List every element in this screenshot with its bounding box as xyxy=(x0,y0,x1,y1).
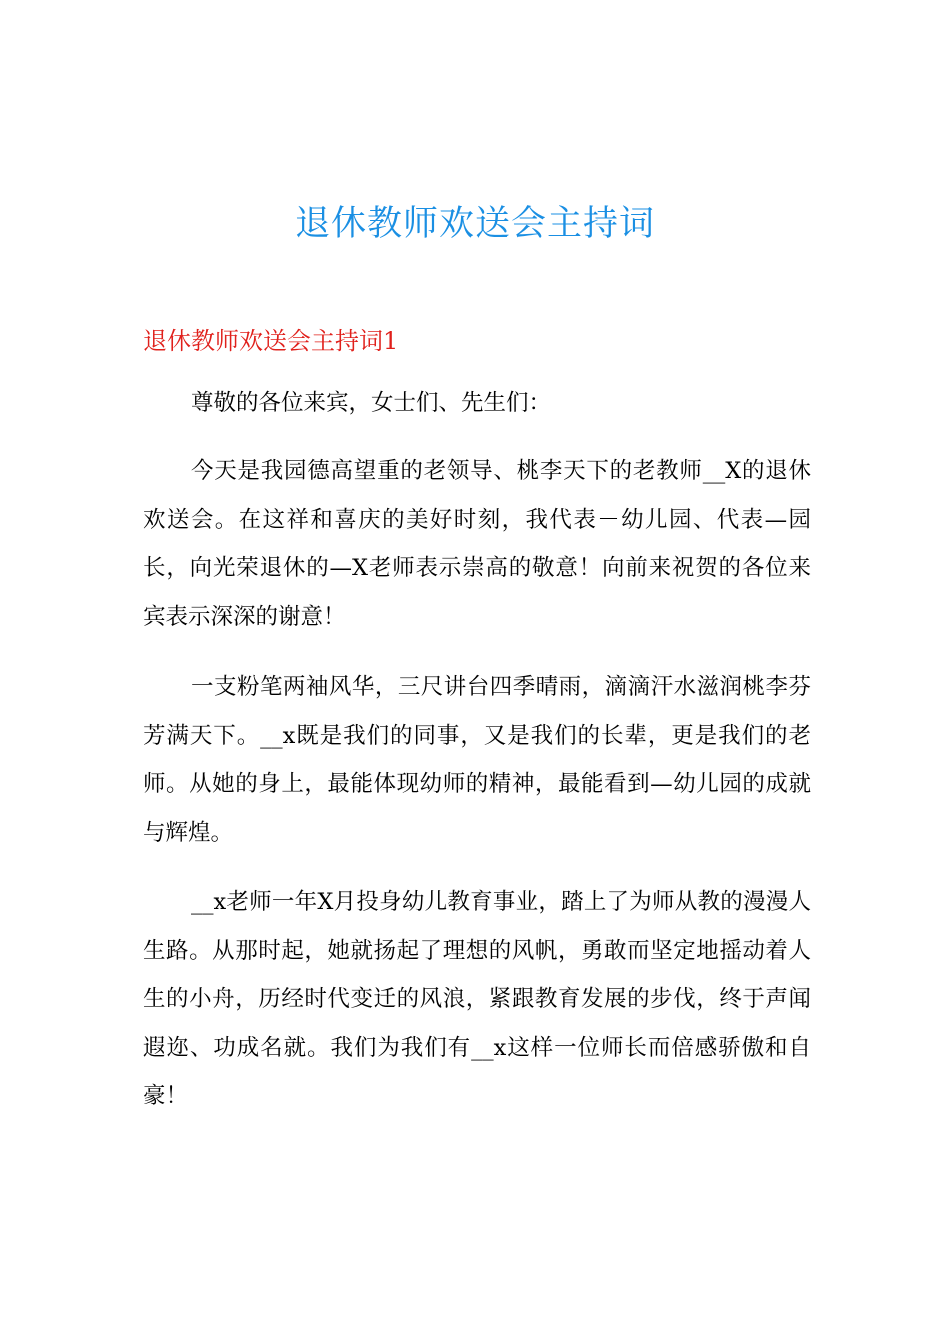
page-title: 退休教师欢送会主持词 xyxy=(294,204,655,244)
body-paragraph: 一支粉笔两袖风华，三尺讲台四季晴雨，滴滴汗水滋润桃李芬芳满天下。__x既是我们的同事，又是我们的长辈，更是我们的老师。从她的身上，最能体现幼师的精神，最能看到—幼儿园的成就与辉煌。 xyxy=(143,674,811,846)
body-paragraph: __x老师一年X月投身幼儿教育事业，踏上了为师从教的漫漫人生路。从那时起，她就扬起了理想的风帆，勇敢而坚定地摇动着人生的小舟，历经时代变迁的风浪，紧跟教育发展的步伐，终于声闻遐迩、功成名就。我们为我们有__x这样一位师长而倍感骄傲和自豪！ xyxy=(143,889,811,1109)
body-paragraph: 今天是我园德高望重的老领导、桃李天下的老教师__X的退休欢送会。在这祥和喜庆的美好时刻，我代表－幼儿园、代表—园长，向光荣退休的—X老师表示崇高的敬意！向前来祝贺的各位来宾表示深深的谢意！ xyxy=(143,458,811,630)
section-heading: 退休教师欢送会主持词1 xyxy=(143,327,399,355)
salutation-paragraph: 尊敬的各位来宾，女士们、先生们： xyxy=(191,390,552,416)
